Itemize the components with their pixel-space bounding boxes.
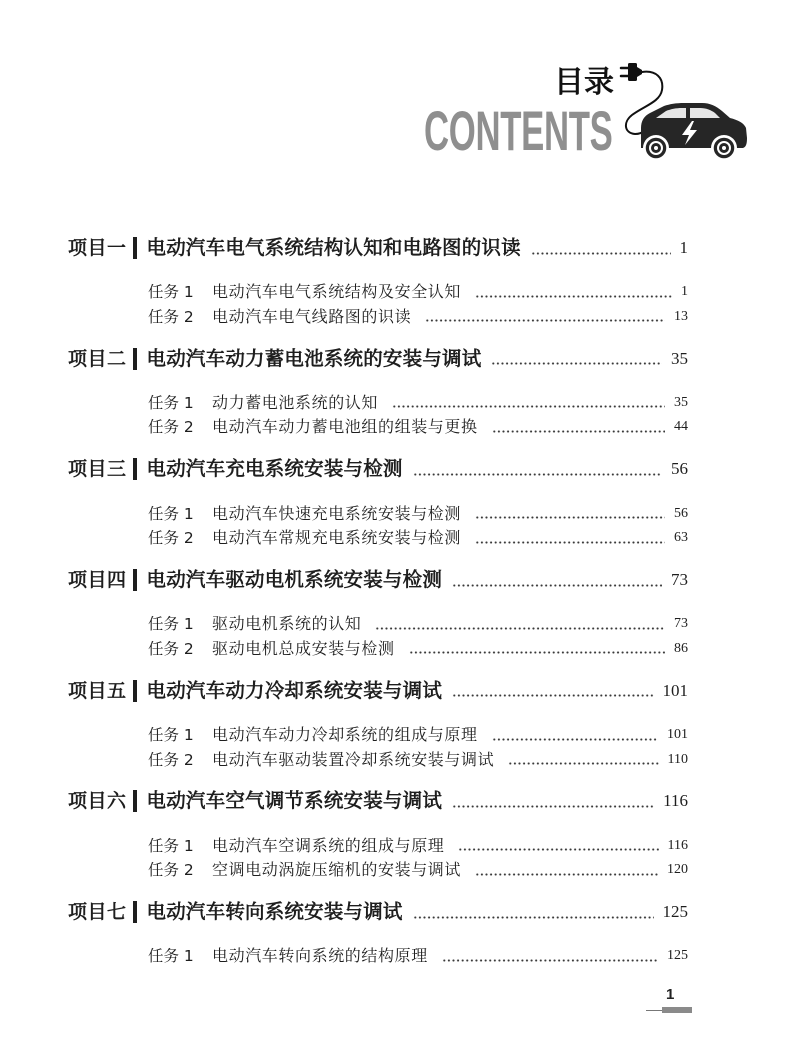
separator-bar [133,790,137,812]
page-number: 1 [681,284,688,300]
toc-task-entry [68,833,688,858]
project-title: 电动汽车电气系统结构认知和电路图的识读 [146,236,521,259]
project-group [68,679,688,772]
task-title: 驱动电机总成安装与检测 [212,638,395,658]
header-illustration [612,58,752,168]
project-label: 项目三 [68,458,127,481]
page-number: 56 [674,505,688,521]
toc-task-entry [68,858,688,883]
task-label: 任务 2 [148,861,194,880]
project-label: 项目一 [68,237,127,259]
project-group [68,900,688,969]
page-number: 120 [667,862,688,878]
electric-car-icon [641,103,747,159]
page-number: 86 [674,640,688,656]
project-label: 项目六 [68,790,127,813]
toc-project-entry [68,900,688,924]
separator-bar [133,569,137,591]
toc-task-entry [68,280,688,305]
dot-leader [508,762,658,765]
dot-leader [492,430,665,433]
toc-task-entry [68,305,688,330]
toc-task-entry [68,723,688,748]
footer-bar [662,1007,692,1013]
page-number: 101 [662,680,688,700]
task-label: 任务 1 [148,947,194,966]
project-title: 电动汽车动力冷却系统安装与调试 [146,678,443,702]
toc-project-entry [68,568,688,592]
toc-project-entry [68,457,688,481]
dot-leader [375,627,665,630]
project-title: 电动汽车空气调节系统安装与调试 [146,789,443,813]
task-title: 电动汽车驱动装置冷却系统安装与调试 [212,749,495,769]
dot-leader [475,873,658,876]
page-number: 63 [674,530,688,546]
page-number: 73 [671,570,688,590]
task-label: 任务 1 [148,615,194,634]
page-number: 101 [667,727,688,742]
dot-leader [413,916,654,919]
table-of-contents [68,236,688,986]
page-number: 56 [671,459,688,479]
dot-leader [452,694,653,697]
task-list [68,280,688,329]
task-list [68,723,688,772]
task-label: 任务 2 [148,750,194,769]
page-number: 1 [679,238,688,257]
toc-task-entry [68,501,688,526]
task-label: 任务 2 [148,639,194,658]
project-label: 项目五 [68,679,127,702]
page-number: 125 [662,902,688,922]
separator-bar [133,458,137,480]
toc-task-entry [68,612,688,637]
task-title: 电动汽车电气系统结构及安全认知 [212,282,462,302]
plug-icon [621,63,642,81]
project-group [68,236,688,329]
dot-leader [409,651,665,654]
toc-project-entry [68,679,688,703]
task-label: 任务 1 [148,283,194,302]
wheel [713,137,735,159]
page-number: 116 [663,791,688,811]
dot-leader [475,295,672,298]
task-title: 电动汽车快速充电系统安装与检测 [212,503,462,523]
separator-bar [133,237,137,259]
task-title: 动力蓄电池系统的认知 [212,392,379,412]
dot-leader [531,252,671,255]
task-title: 空调电动涡旋压缩机的安装与调试 [212,860,462,880]
task-label: 任务 2 [148,529,194,548]
dot-leader [475,516,665,519]
toc-project-entry [68,236,688,260]
task-title: 电动汽车动力冷却系统的组成与原理 [212,725,478,744]
task-list [68,833,688,882]
project-title: 电动汽车转向系统安装与调试 [146,900,403,924]
project-group [68,789,688,882]
project-title: 电动汽车驱动电机系统安装与检测 [146,568,443,592]
dot-leader [392,405,665,408]
page-number: 13 [674,308,688,324]
task-list [68,391,688,440]
dot-leader [425,319,665,322]
toc-project-entry [68,347,688,371]
page-number: 110 [667,751,688,767]
dot-leader [458,848,658,851]
project-label: 项目七 [68,901,127,924]
task-label: 任务 2 [148,307,194,326]
dot-leader [413,473,662,476]
contents-title-cn: 目录 [554,65,614,100]
page-number: 35 [671,348,688,368]
project-title: 电动汽车动力蓄电池系统的安装与调试 [146,346,482,370]
task-list [68,612,688,661]
task-label: 任务 1 [148,504,194,523]
project-title: 电动汽车充电系统安装与检测 [146,457,403,481]
task-title: 电动汽车电气线路图的识读 [212,306,412,326]
project-group [68,347,688,440]
task-label: 任务 1 [148,836,194,855]
project-group [68,457,688,550]
page-number: 125 [667,948,688,964]
dot-leader [452,805,654,808]
task-title: 电动汽车空调系统的组成与原理 [212,835,445,855]
separator-bar [133,348,137,370]
project-group [68,568,688,661]
toc-task-entry [68,526,688,551]
dot-leader [491,362,662,365]
page-number: 116 [667,837,688,853]
task-label: 任务 1 [148,393,194,412]
page-number: 73 [674,616,688,632]
toc-project-entry [68,789,688,813]
separator-bar [133,901,137,923]
task-title: 电动汽车常规充电系统安装与检测 [212,528,462,548]
task-title: 电动汽车动力蓄电池组的组装与更换 [212,417,478,437]
project-label: 项目二 [68,347,127,370]
task-title: 电动汽车转向系统的结构原理 [212,946,428,966]
toc-task-entry [68,944,688,969]
dot-leader [492,738,658,741]
separator-bar [133,680,137,702]
page-number: 44 [674,419,688,435]
task-label: 任务 1 [148,726,194,744]
dot-leader [452,584,662,587]
dot-leader [475,541,665,544]
dot-leader [442,959,658,962]
wheel [645,137,667,159]
toc-task-entry [68,747,688,772]
contents-title-en: CONTENTS [424,99,613,162]
task-label: 任务 2 [148,418,194,437]
task-list [68,501,688,550]
project-label: 项目四 [68,569,127,592]
page-number: 35 [674,394,688,410]
task-title: 驱动电机系统的认知 [212,614,362,634]
toc-task-entry [68,415,688,440]
toc-task-entry [68,637,688,662]
task-list [68,944,688,969]
footer-page-number: 1 [666,986,675,1003]
toc-task-entry [68,391,688,416]
